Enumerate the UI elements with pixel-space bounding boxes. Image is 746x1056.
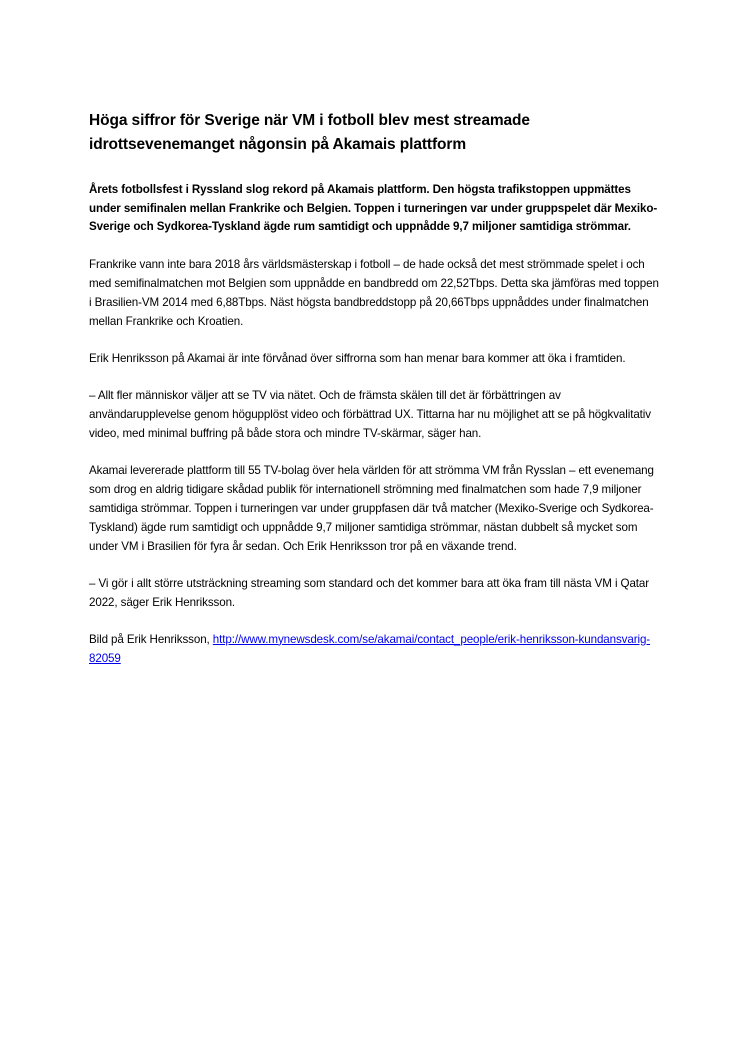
- document-page: [89, 109, 661, 668]
- article-paragraph-1: Frankrike vann inte bara 2018 års världsmästerskap i fotboll – de hade också det mest strömmade spelet i och med semifinalmatchen mot Belgien som uppnådde en bandbredd om 22,52Tbps. Detta ska jämföras med toppen i Brasilien-VM 2014 med 6,88Tbps. Näst högsta bandbreddstopp på 20,66Tbps uppnåddes under finalmatchen mellan Frankrike och Kroatien.: [89, 257, 659, 328]
- image-credit-link[interactable]: http://www.mynewsdesk.com/se/akamai/contact_people/erik-henriksson-kundansvarig-82059: [89, 632, 651, 665]
- article-title: Höga siffror för Sverige när VM i fotboll blev mest streamade idrottsevenemanget någonsin på Akamais plattform: [89, 112, 530, 153]
- article-paragraph-5: – Vi gör i allt större utsträckning streaming som standard och det kommer bara att öka fram till nästa VM i Qatar 2022, säger Erik Henriksson.: [89, 576, 650, 609]
- image-credit-prefix: Bild på Erik Henriksson,: [89, 632, 213, 646]
- article-lead: Årets fotbollsfest i Ryssland slog rekord på Akamais plattform. Den högsta trafikstoppen uppmättes under semifinalen mellan Frankrike och Belgien. Toppen i turneringen var under gruppspelet där Mexiko-Sverige och Sydkorea-Tyskland ägde rum samtidigt och uppnådde 9,7 miljoner samtidiga strömmar.: [89, 183, 658, 234]
- image-credit: [89, 630, 661, 668]
- article-paragraph-2: Erik Henriksson på Akamai är inte förvånad över siffrorna som han menar bara kommer att öka i framtiden.: [89, 351, 626, 365]
- article-paragraph-3: – Allt fler människor väljer att se TV via nätet. Och de främsta skälen till det är förbättringen av användarupplevelse genom högupplöst video och förbättrad UX. Tittarna har nu möjlighet att se på högkvalitativ video, med minimal buffring på både stora och mindre TV-skärmar, säger han.: [89, 388, 651, 440]
- article-paragraph-4: Akamai levererade plattform till 55 TV-bolag över hela världen för att strömma VM från Rysslan – ett evenemang som drog en aldrig tidigare skådad publik för internationell strömning med finalmatchen som hade 7,9 miljoner samtidiga strömmar. Toppen i turneringen var under gruppfasen där två matcher (Mexiko-Sverige och Sydkorea-Tyskland) ägde rum samtidigt och uppnådde 9,7 miljoner samtidiga strömmar, nästan dubbelt så mycket som under VM i Brasilien för fyra år sedan. Och Erik Henriksson tror på en växande trend.: [89, 463, 654, 553]
